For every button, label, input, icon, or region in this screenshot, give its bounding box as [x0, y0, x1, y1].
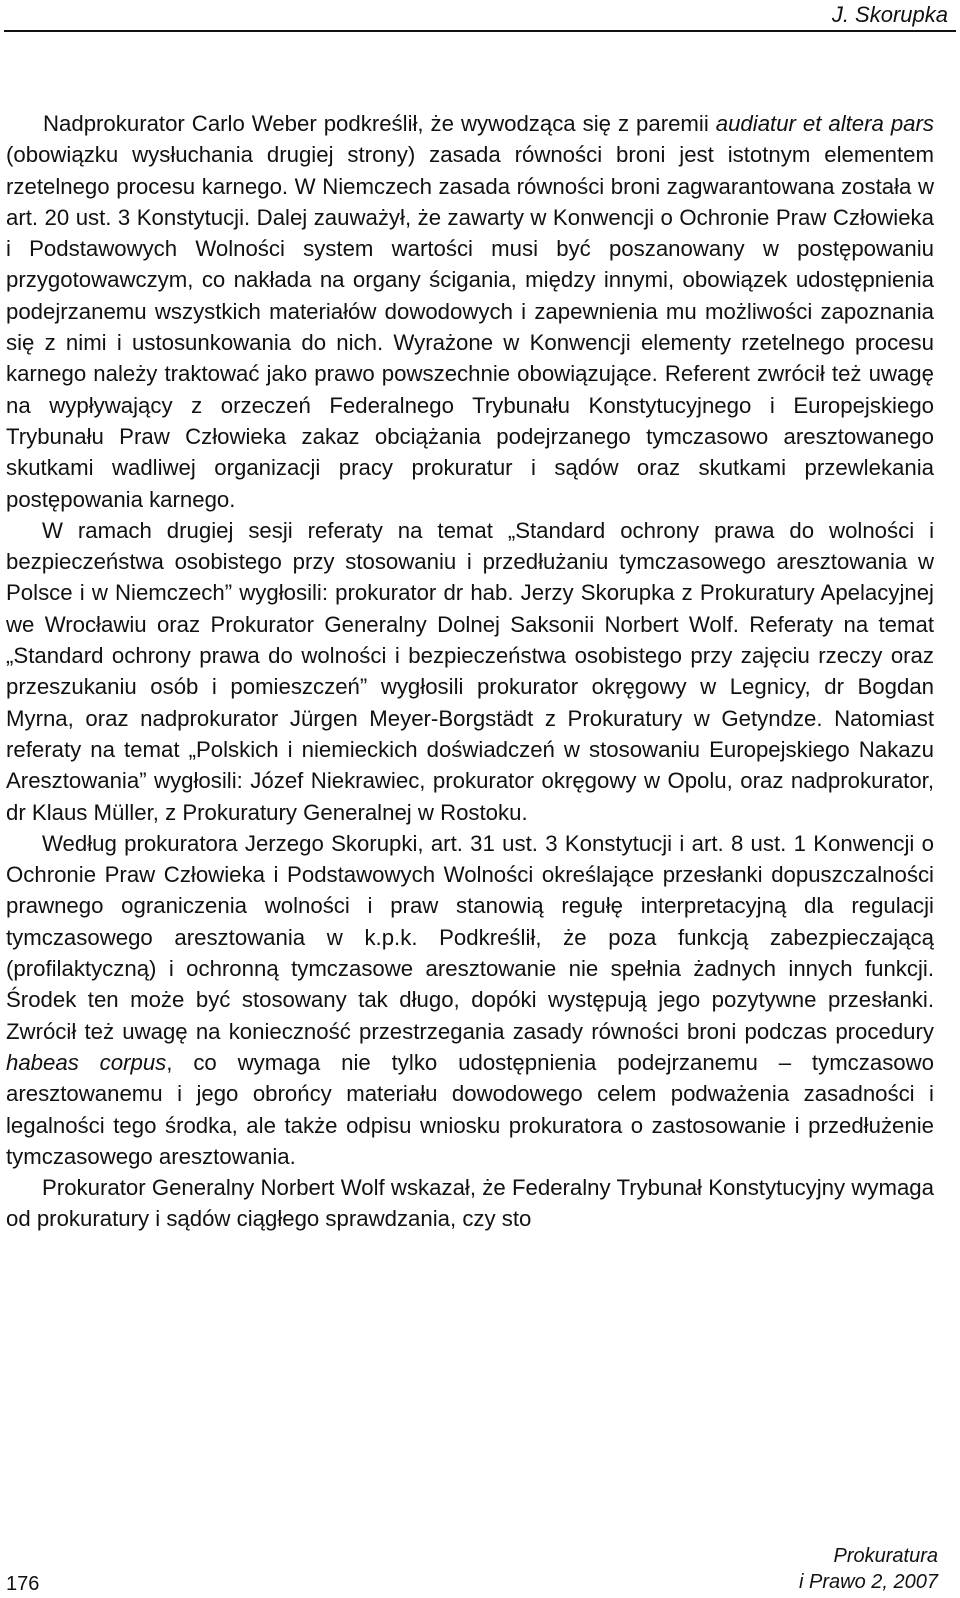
article-body: [6, 108, 934, 1235]
running-head: J. Skorupka: [831, 2, 948, 27]
journal-name: [799, 1543, 938, 1595]
paragraph-1-text-a: Nadprokurator Carlo Weber podkreślił, że wywodząca się z paremii: [43, 111, 716, 136]
paragraph-1: [6, 108, 934, 515]
paragraph-3-text-a: Według prokuratora Jerzego Skorupki, art. 31 ust. 3 Konstytucji i art. 8 ust. 1 Konwencji o Ochronie Praw Człowieka i Podstawowych Wolności określające przesłanki dopuszczalności prawnego ograniczenia wolności i praw stanowią regułę interpretacyjną dla regulacji tymczasowego aresztowania w k.p.k. Podkreślił, że poza funkcją zabezpieczającą (profilaktyczną) i ochronną tymczasowe aresztowanie nie spełnia żadnych innych funkcji. Środek ten może być stosowany tak długo, dopóki występują jego pozytywne przesłanki. Zwrócił też uwagę na konieczność przestrzegania zasady równości broni podczas procedury: [6, 830, 934, 1044]
header-rule: [4, 30, 956, 32]
paragraph-3-text-b: , co wymaga nie tylko udostępnienia podejrzanemu – tymczasowo aresztowanemu i jego obrońcy materiału dowodowego celem podważenia zasadności i legalności tego środka, ale także odpisu wniosku prokuratora o zastosowanie i przedłużenie tymczasowego aresztowania.: [6, 1049, 934, 1169]
paragraph-2: W ramach drugiej sesji referaty na temat „Standard ochrony prawa do wolności i bezpieczeństwa osobistego przy stosowaniu i przedłużaniu tymczasowego aresztowania w Polsce i w Niemczech” wygłosili: prokurator dr hab. Jerzy Skorupka z Prokuratury Apelacyjnej we Wrocławiu oraz Prokurator Generalny Dolnej Saksonii Norbert Wolf. Referaty na temat „Standard ochrony prawa do wolności i bezpieczeństwa osobistego przy zajęciu rzeczy oraz przeszukaniu osób i pomieszczeń” wygłosili prokurator okręgowy w Legnicy, dr Bogdan Myrna, oraz nadprokurator Jürgen Meyer-Borgstädt z Prokuratury w Getyndze. Natomiast referaty na temat „Polskich i niemieckich doświadczeń w stosowaniu Europejskiego Nakazu Aresztowania” wygłosili: Józef Niekrawiec, prokurator okręgowy w Opolu, oraz nadprokurator, dr Klaus Müller, z Prokuratury Generalnej w Rostoku.: [6, 517, 934, 825]
page-number: 176: [6, 1573, 40, 1595]
paragraph-3: [6, 828, 934, 1172]
journal-name-line-1: Prokuratura: [833, 1545, 938, 1567]
latin-phrase-habeas-corpus: habeas corpus: [6, 1049, 167, 1075]
paragraph-4: Prokurator Generalny Norbert Wolf wskazał, że Federalny Trybunał Konstytucyjny wymaga od prokuratury i sądów ciągłego sprawdzania, czy sto: [6, 1175, 934, 1232]
latin-phrase-audiatur: audiatur et altera pars: [715, 111, 935, 136]
paragraph-1-text-b: (obowiązku wysłuchania drugiej strony) zasada równości broni jest istotnym elementem rzetelnego procesu karnego. W Niemczech zasada równości broni zagwarantowana została w art. 20 ust. 3 Konstytucji. Dalej zauważył, że zawarty w Konwencji o Ochronie Praw Człowieka i Podstawowych Wolności system wartości musi być poszanowany w postępowaniu przygotowawczym, co nakłada na organy ścigania, między innymi, obowiązek udostępnienia podejrzanemu wszystkich materiałów dowodowych i zapewnienia mu możliwości zapoznania się z nimi i ustosunkowania do nich. Wyrażone w Konwencji elementy rzetelnego procesu karnego należy traktować jako prawo powszechnie obowiązujące. Referent zwrócił też uwagę na wypływający z orzeczeń Federalnego Trybunału Konstytucyjnego i Europejskiego Trybunału Praw Człowieka zakaz obciążania podejrzanego tymczasowo aresztowanego skutkami wadliwej organizacji pracy prokuratur i sądów oraz skutkami przewlekania postępowania karnego.: [6, 142, 934, 512]
journal-name-line-2: i Prawo 2, 2007: [799, 1571, 938, 1593]
